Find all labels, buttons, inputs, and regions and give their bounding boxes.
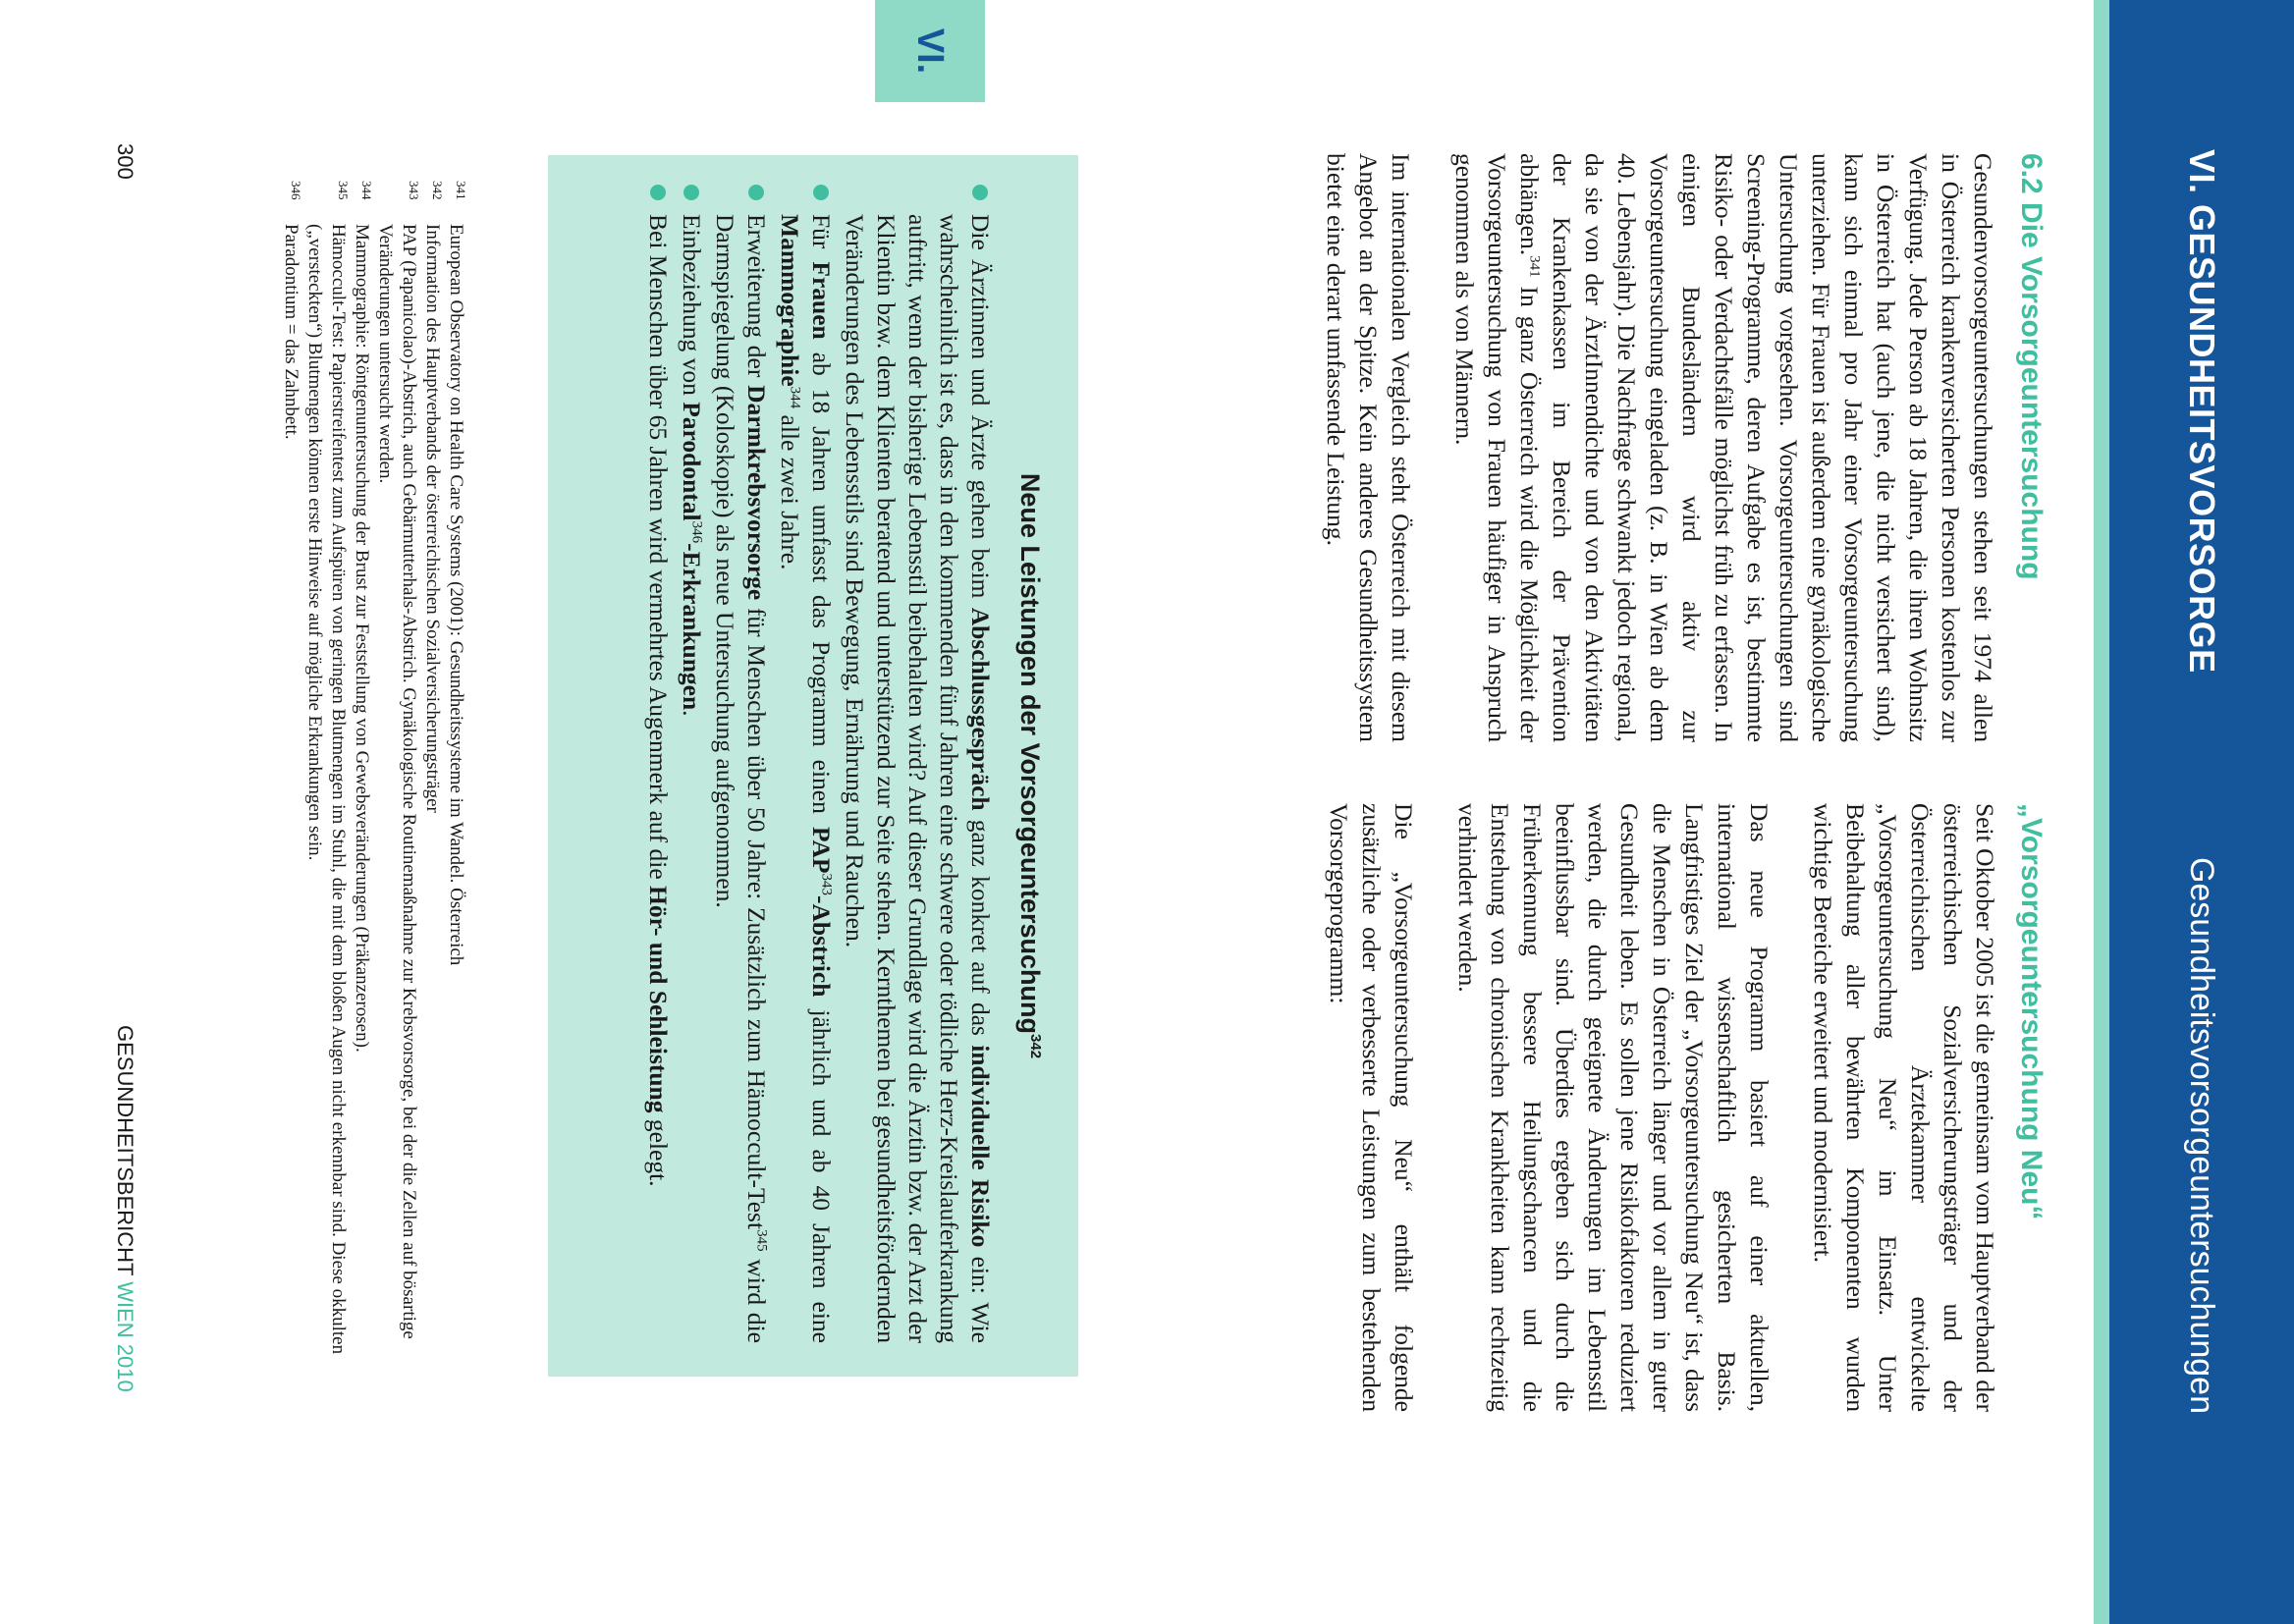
paragraph: Im internationalen Vergleich steht Österreich mit diesem Angebot an der Spitze. Kein anderes Gesundheitssystem bietet eine derart umfassende Leistung. — [1322, 153, 1415, 742]
left-column — [1288, 153, 2050, 742]
bold-text: -Erkrankungen — [678, 543, 706, 711]
footnote-ref: 341 — [1526, 255, 1543, 278]
chapter-tab: VI. — [875, 0, 985, 102]
bold-text: Darmkrebsvorsorge — [742, 385, 771, 601]
paragraph: Seit Oktober 2005 ist die gemeinsam vom Hauptverband der österreichischen Sozialversicherungsträger und der Österreichischen Ärztekammer entwickelte „Vorsorgeuntersuchung Neu“ im Einsatz. Unter Beibehaltung aller bewährten Komponenten wurden wichtige Bereiche erweitert und modernisiert. — [1809, 803, 1999, 1412]
list-item — [709, 185, 772, 1343]
header-band — [2109, 0, 2294, 1624]
footnote-ref: 344 — [787, 386, 803, 409]
footnote-number: 346 — [289, 181, 303, 200]
text: Einbeziehung von — [678, 214, 706, 403]
section-heading: 6.2 Die Vorsorgeuntersuchung — [2015, 153, 2048, 580]
footnote-text: European Observatory on Health Care Systems (2001): Gesundheitssysteme im Wandel. Österreich — [446, 224, 466, 966]
text: Bei Menschen über 65 Jahren wird vermehrtes Augenmerk auf die — [644, 214, 673, 887]
bold-text: individuelle Risiko — [966, 1045, 995, 1248]
list-item — [642, 185, 674, 1343]
bullet-icon — [683, 185, 699, 200]
footnote-number: 341 — [454, 181, 468, 200]
footnote — [420, 181, 444, 1408]
paragraph — [1448, 153, 1999, 742]
text: gelegt. — [644, 1112, 673, 1187]
bold-text: Abschlussgespräch — [966, 607, 995, 811]
bold-text: -Abstrich — [807, 895, 836, 998]
page-number: 300 — [113, 143, 137, 180]
text: ganz konkret auf das — [966, 810, 995, 1046]
footnote-text: Mammographie: Röntgenuntersuchung der Brust zur Feststellung von Gewebsveränderungen (Präkanzerosen). — [352, 224, 372, 1053]
footnote-number: 345 — [336, 181, 351, 200]
footnote-text: Information des Hauptverbands der österreichischen Sozialversicherungsträger — [422, 224, 443, 813]
footnote-text: Hämoccult-Test: Papierstreifentest zum Aufspüren von geringen Blutmengen im Stuhl, die mit dem bloßen Augen nicht erkennbar sind. Diese okkulten („versteckten“) Blutmengen können erste Hinweise auf mögliche Erkrankungen sein. — [304, 224, 349, 1355]
paragraph: Die „Vorsorgeuntersuchung Neu“ enthält folgende zusätzliche oder verbesserte Leistungen zum bestehenden Vorsorgeprogramm: — [1325, 803, 1418, 1412]
bold-text: Hör- und Sehleistung — [644, 886, 673, 1113]
footer-source — [112, 1025, 137, 1392]
footnote-ref: 345 — [753, 1229, 770, 1252]
footnote — [373, 181, 420, 1408]
bullet-icon — [813, 185, 829, 200]
footnote — [350, 181, 373, 1408]
info-box-title-text: Neue Leistungen der Vorsorgeuntersuchung — [1015, 472, 1045, 1035]
footnote — [302, 181, 350, 1408]
list-item — [839, 185, 996, 1343]
header-accent-stripe — [2094, 0, 2109, 1624]
text: Erweiterung der — [742, 214, 771, 386]
footnote — [444, 181, 467, 1408]
text: wird die Darmspiegelung (Koloskopie) als neue Untersuchung aufgenommen. — [711, 214, 771, 1343]
text: für Menschen über 50 Jahre: Zusätzlich zum Hämoccult-Test — [742, 600, 771, 1230]
bold-text: Mammographie — [776, 214, 804, 387]
info-box — [548, 155, 1078, 1377]
footnote-number: 344 — [359, 181, 374, 200]
text: ein: Wie wahrscheinlich ist es, dass in den kommenden fünf Jahren eine schwere oder tödliche Herz-Kreislauferkrankung auftritt, wenn der bisherige Lebensstil beibehalten wird? Auf dieser Grundlage wird die Ärztin bzw. der Arzt der Klientin bzw. dem Klienten beratend und unterstützend zur Seite stehen. Kernthemen bei gesundheitsfördernden Veränderungen des Lebensstils sind Bewegung, Ernährung und Rauchen. — [841, 214, 995, 1343]
info-box-title — [1014, 155, 1045, 1377]
text: jährlich und ab 40 Jahren eine — [807, 997, 836, 1343]
subsection-heading: „Vorsorgeuntersuchung Neu“ — [2015, 803, 2048, 1220]
footnote-ref: 343 — [818, 873, 835, 896]
text: alle zwei Jahre. — [776, 408, 804, 570]
bullet-icon — [650, 185, 666, 200]
bullet-icon — [748, 185, 764, 200]
bold-text: Frauen — [807, 261, 836, 340]
text: Die Ärztinnen und Ärzte gehen beim — [966, 214, 995, 608]
list-item — [676, 185, 707, 1343]
footnote-text: PAP (Papanicolao)-Abstrich, auch Gebärmutterhals-Abstrich. Gynäkologische Routinemaßnahme zur Krebsvorsorge, bei der die Zellen auf bösartige Veränderungen untersucht werden. — [375, 224, 419, 1339]
text: Für — [807, 214, 836, 262]
footnote-number: 343 — [407, 181, 421, 200]
paragraph: Das neue Programm basiert auf einer aktuellen, international wissenschaftlich gesicherten Basis. Langfristiges Ziel der „Vorsorgeuntersuchung Neu“ ist, dass die Menschen in Österreich länger und vor allem in guter Gesundheit leben. Es sollen jene Risikofaktoren reduziert werden, die durch geeignete Änderungen im Lebensstil beeinflussbar sind. Überdies ergeben sich durch die Früherkennung bessere Heilungschancen und die Entstehung von chronischen Krankheiten kann rechtzeitig verhindert werden. — [1453, 803, 1774, 1412]
footnote-text: Paradontium = das Zahnbett. — [281, 224, 301, 440]
bullet-icon — [972, 185, 988, 200]
text: ab 18 Jahren umfasst das Programm einen — [807, 339, 836, 827]
text: . — [678, 710, 706, 717]
footer-city-year: WIEN 2010 — [113, 1281, 137, 1392]
bold-text: Parodontal — [678, 402, 706, 521]
footer-report-name: GESUNDHEITSBERICHT — [113, 1025, 137, 1282]
footnote-ref: 346 — [688, 520, 705, 544]
chapter-title: VI. GESUNDHEITSVORSORGE — [2182, 149, 2222, 674]
footnote — [279, 181, 302, 1408]
right-column — [1291, 803, 2050, 1412]
footnote-ref: 342 — [1027, 1034, 1044, 1059]
list-item — [774, 185, 837, 1343]
header-subtitle: Gesundheitsvorsorgeuntersuchungen — [2183, 856, 2220, 1414]
info-box-list — [640, 185, 996, 1343]
footnotes — [279, 181, 467, 1408]
paragraph-text: In ganz Österreich wird die Möglichkeit der Vorsorgeuntersuchung von Frauen häufiger in Anspruch genommen als von Männern. — [1450, 153, 1544, 742]
paragraph-text: Gesundenvorsorgeuntersuchungen stehen seit 1974 allen in Österreich krankenversicherten Personen kostenlos zur Verfügung. Jede Person ab 18 Jahren, die ihren Wohnsitz in Österreich hat (auch jene, die nicht versichert sind), kann sich einmal pro Jahr einer Vorsorgeuntersuchung unterziehen. Für Frauen ist außerdem eine gynäkologische Untersuchung vorgesehen. Vorsorgeuntersuchungen sind Screening-Programme, deren Aufgabe es ist, bestimmte Risiko- oder Verdachtsfälle möglichst früh zu erfassen. In einigen Bundesländern wird aktiv zur Vorsorgeuntersuchung eingeladen (z. B. in Wien ab dem 40. Lebensjahr). Die Nachfrage schwankt jedoch regional, da sie von der ÄrztInnendichte und von den Aktivitäten der Krankenkassen im Bereich der Prävention abhängen. — [1515, 153, 1997, 742]
bold-text: PAP — [807, 826, 836, 874]
footnote-number: 342 — [430, 181, 445, 200]
